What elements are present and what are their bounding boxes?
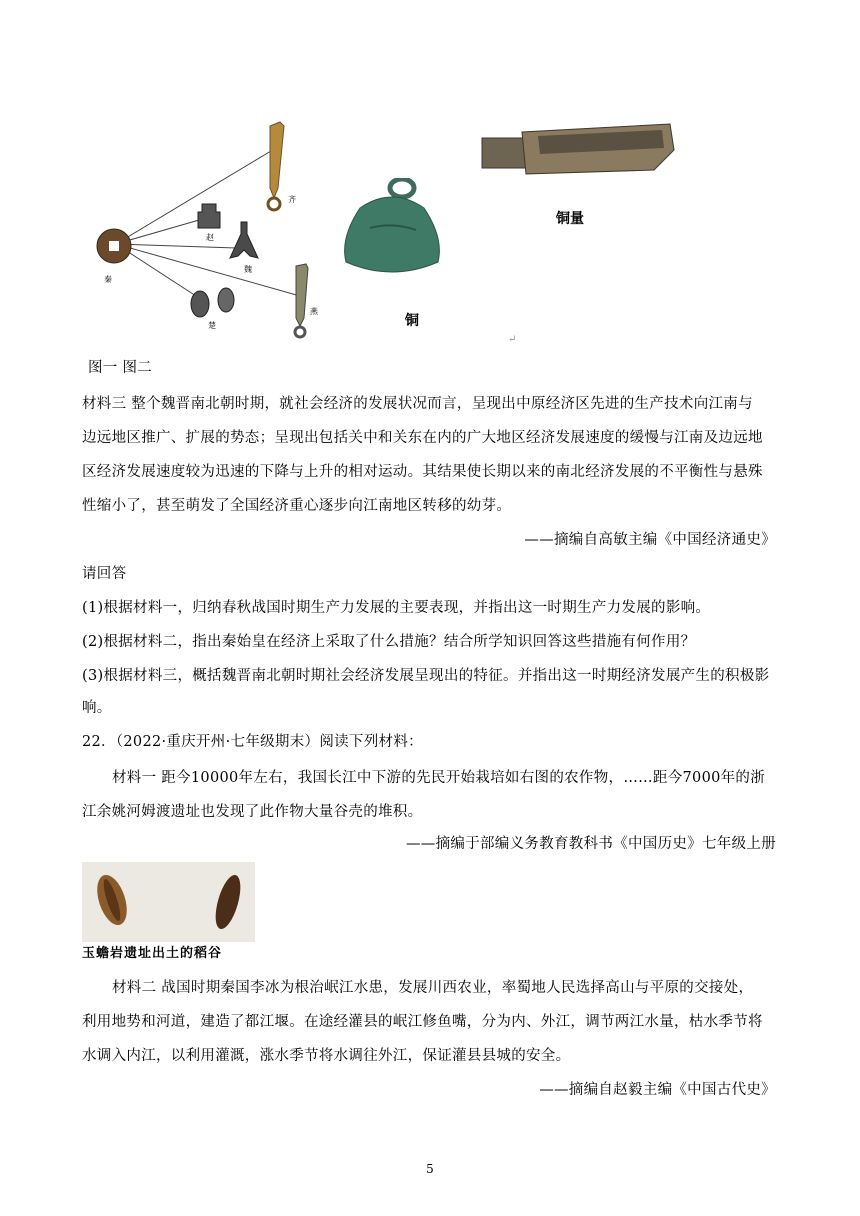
answer-prompt: 请回答 xyxy=(82,566,127,582)
coin-diagram xyxy=(88,118,328,346)
material3-line-3: 区经济发展速度较为迅速的下降与上升的相对运动。其结果使长期以来的南北经济发展的不平衡性与悬殊 xyxy=(82,464,763,480)
label-chu: 楚 xyxy=(208,321,216,330)
rice-photo-caption: 玉蟾岩遗址出土的稻谷 xyxy=(82,942,255,966)
q22-material1-source: ——摘编于部编义务教育教科书《中国历史》七年级上册 xyxy=(406,836,776,852)
q22-material2-line-1: 材料二 战国时期秦国李冰为根治岷江水患，发展川西农业，率蜀地人民选择高山与平原的交接处， xyxy=(112,980,754,996)
q22-material2-line-3: 水调入内江，以利用灌溉，涨水季节将水调往外江，保证灌县县城的安全。 xyxy=(82,1048,571,1064)
return-mark-icon: ↵ xyxy=(508,334,517,345)
q22-material2-line-2: 利用地势和河道，建造了都江堰。在途经灌县的岷江修鱼嘴，分为内、外江，调节两江水量，枯水季节将 xyxy=(82,1014,763,1030)
question-3-line-1: (3)根据材料三，概括魏晋南北朝时期社会经济发展呈现出的特征。并指出这一时期经济发展产生的积极影 xyxy=(82,668,770,684)
qin-round-coin xyxy=(97,229,131,263)
material3-source: ——摘编自高敏主编《中国经济通史》 xyxy=(524,532,776,548)
zhao-spade-coin xyxy=(198,204,220,228)
material3-line-2: 边远地区推广、扩展的势态；呈现出包括关中和关东在内的广大地区经济发展速度的缓慢与江南及边远地 xyxy=(82,430,763,446)
question-3-line-2: 响。 xyxy=(82,700,112,716)
rice-grain-photo xyxy=(82,862,255,942)
yan-knife-coin xyxy=(295,264,308,337)
question-1: (1)根据材料一，归纳春秋战国时期生产力发展的主要表现，并指出这一时期生产力发展的影响。 xyxy=(82,600,711,616)
bronze-measure-image xyxy=(478,120,676,178)
bronze-weight-image xyxy=(340,178,444,280)
label-zhao: 赵 xyxy=(206,233,214,242)
chu-ant-nose-coins xyxy=(191,288,234,317)
q22-material1-line-2: 江余姚河姆渡遗址也发现了此作物大量谷壳的堆积。 xyxy=(82,804,423,820)
bronze-weight-label: 铜 xyxy=(405,313,419,329)
label-qi: 齐 xyxy=(288,195,296,204)
question-2: (2)根据材料二，指出秦始皇在经济上采取了什么措施？结合所学知识回答这些措施有何作用？ xyxy=(82,634,696,650)
qi-knife-coin xyxy=(268,122,284,210)
question-22-header: 22．（2022·重庆开州·七年级期末）阅读下列材料： xyxy=(82,734,423,750)
material3-line-4: 性缩小了，甚至萌发了全国经济重心逐步向江南地区转移的幼芽。 xyxy=(82,498,512,514)
q22-material2-source: ——摘编自赵毅主编《中国古代史》 xyxy=(539,1082,776,1098)
label-wei: 魏 xyxy=(244,265,252,274)
page-number: 5 xyxy=(426,1162,434,1176)
label-yan: 燕 xyxy=(310,307,318,316)
bronze-measure-label: 铜量 xyxy=(556,211,584,227)
q22-material1-line-1: 材料一 距今10000年左右，我国长江中下游的先民开始栽培如右图的农作物，……距今7000年的浙 xyxy=(112,770,766,786)
material3-line-1: 材料三 整个魏晋南北朝时期，就社会经济的发展状况而言，呈现出中原经济区先进的生产技术向江南与 xyxy=(82,396,753,412)
wei-spade-coin xyxy=(230,222,258,258)
label-qin: 秦 xyxy=(104,275,112,284)
figure-caption: 图一 图二 xyxy=(88,360,153,376)
